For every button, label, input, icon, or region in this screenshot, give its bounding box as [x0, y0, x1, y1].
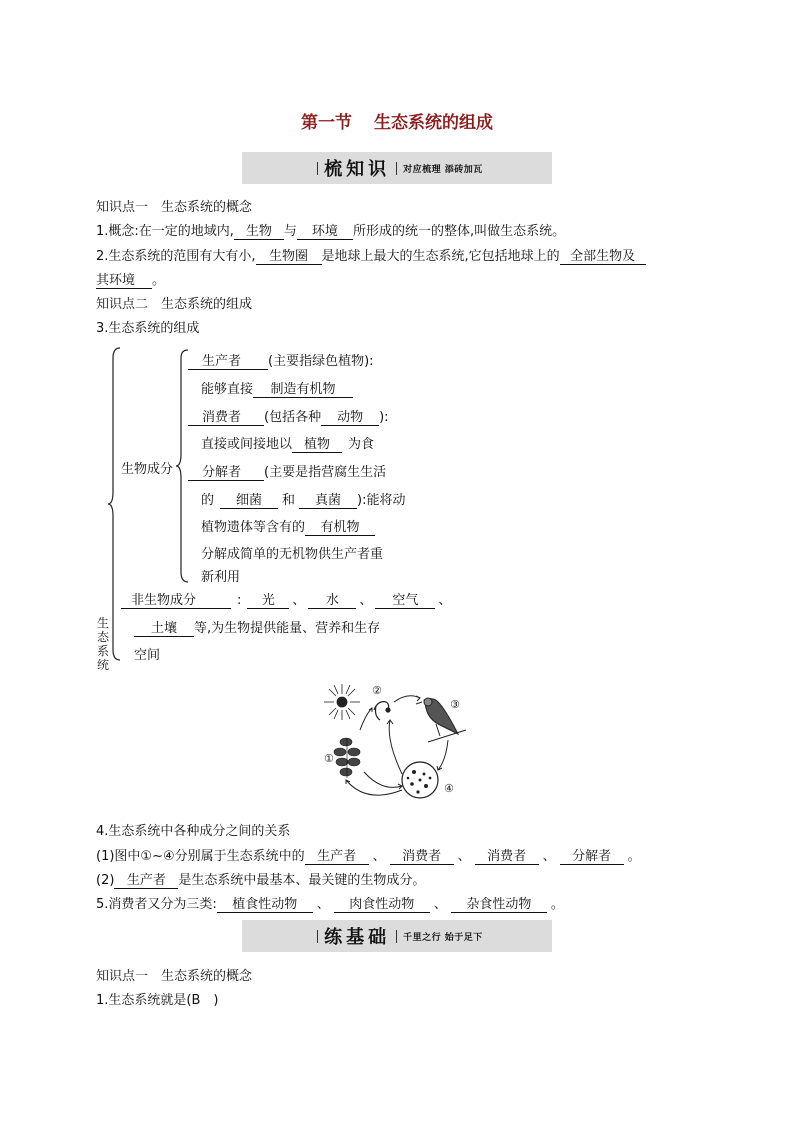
answer-blank: 分解者 — [560, 849, 624, 865]
answer-blank: 环境 — [297, 224, 353, 240]
section-number: 第一节 — [301, 113, 352, 133]
answer-blank: 消费者 — [188, 410, 264, 426]
answer-blank: 其环境 — [96, 273, 152, 289]
plant-icon — [334, 738, 360, 778]
producer-line-2: 能够直接 制造有机物 — [201, 378, 353, 398]
band-sub-label: 千里之行 始于足下 — [403, 932, 483, 943]
consumer-line: 消费者 (包括各种 动物 ): — [188, 406, 389, 426]
consumer-line-2: 直接或间接地以 植物 为食 — [201, 437, 375, 452]
answer-blank: 生物 — [234, 224, 284, 240]
answer-blank: 土壤 — [134, 621, 194, 637]
answer-blank: 生物圈 — [256, 249, 322, 265]
decomposer-line-5: 新利用 — [201, 570, 241, 585]
answer-blank: 生产者 — [114, 873, 178, 889]
answer-blank: 光 — [247, 593, 289, 609]
section-title: 生态系统的组成 — [374, 113, 493, 133]
question-2: 2.生态系统的范围有大有小, 生物圈 是地球上最大的生态系统,它包括地球上的 全部生物及 — [96, 245, 646, 265]
answer-blank: 植物 — [292, 437, 342, 453]
answer-blank: 分解者 — [188, 465, 264, 481]
answer-blank: 全部生物及 — [560, 249, 646, 265]
answer-blank: 动物 — [321, 410, 379, 426]
answer-blank: 真菌 — [299, 493, 357, 509]
answer-blank: 植食性动物 — [217, 897, 313, 913]
answer-blank: 杂食性动物 — [451, 897, 547, 913]
answer-blank: 肉食性动物 — [334, 897, 430, 913]
abiotic-line-3: 空间 — [134, 648, 161, 663]
abiotic-label: 非生物成分 — [121, 593, 231, 609]
knowledge-heading-1: 知识点一 生态系统的概念 — [96, 200, 253, 215]
answer-blank: 制造有机物 — [253, 382, 353, 398]
question-5: 5.消费者又分为三类: 植食性动物 、 肉食性动物 、 杂食性动物 。 — [96, 897, 564, 912]
question-1: 1.概念:在一定的地域内, 生物 与 环境 所形成的统一的整体,叫做生态系统。 — [96, 224, 566, 239]
band-main-label: 梳知识 — [324, 159, 391, 180]
answer-blank: 消费者 — [390, 849, 454, 865]
band-sub-label: 对应梳理 添砖加瓦 — [403, 164, 483, 175]
question-4: 4.生态系统中各种成分之间的关系 — [96, 824, 291, 839]
diagram-label-1: ① — [324, 752, 334, 765]
diagram-label-3: ③ — [450, 698, 460, 711]
diagram-label-2: ② — [372, 684, 382, 697]
biotic-label: 生物成分 — [121, 462, 174, 477]
decomposer-line: 分解者 (主要是指营腐生生活 — [188, 461, 386, 481]
knowledge-heading-2: 知识点二 生态系统的组成 — [96, 297, 253, 312]
abiotic-line-2: 土壤 等,为生物提供能量、营养和生存 — [134, 617, 380, 637]
decomposer-line-4: 分解成简单的无机物供生产者重 — [201, 547, 384, 562]
practice-heading: 知识点一 生态系统的概念 — [96, 969, 253, 984]
question-3: 3.生态系统的组成 — [96, 321, 200, 336]
page-title — [0, 108, 794, 133]
answer-blank: 细菌 — [220, 493, 278, 509]
section-band-review — [242, 152, 552, 184]
practice-question-1: 1.生态系统就是(B ) — [96, 993, 219, 1008]
question-2-cont: 其环境 。 — [96, 273, 166, 288]
ecosystem-label: 生态系统 — [97, 616, 110, 672]
band-main-label: 练基础 — [324, 927, 391, 948]
caterpillar-icon — [374, 702, 390, 720]
outer-brace — [108, 346, 122, 662]
answer-blank: 消费者 — [475, 849, 539, 865]
question-4-part-2: (2) 生产者 是生态系统中最基本、最关键的生物成分。 — [96, 873, 426, 888]
diagram-label-4: ④ — [444, 782, 454, 795]
answer-blank: 生产者 — [188, 354, 268, 370]
abiotic-line: 非生物成分 : 光 、 水 、 空气 、 — [121, 589, 454, 609]
answer-blank: 水 — [308, 593, 356, 609]
decomposer-line-3: 植物遗体等含有的 有机物 — [201, 516, 375, 536]
sun-icon — [324, 684, 360, 720]
answer-blank: 空气 — [375, 593, 435, 609]
section-band-practice — [242, 920, 552, 952]
decomposer-line-2: 的 细菌 和 真菌 ):能将动 — [201, 493, 406, 508]
producer-line: 生产者 (主要指绿色植物): — [188, 350, 374, 370]
question-4-part-1: (1)图中①~④分别属于生态系统中的 生产者 、 消费者 、 消费者 、 分解者 。 — [96, 849, 641, 864]
ecosystem-diagram — [316, 680, 482, 804]
answer-blank: 生产者 — [305, 849, 369, 865]
answer-blank: 有机物 — [305, 520, 375, 536]
decomposer-icon — [402, 762, 438, 798]
